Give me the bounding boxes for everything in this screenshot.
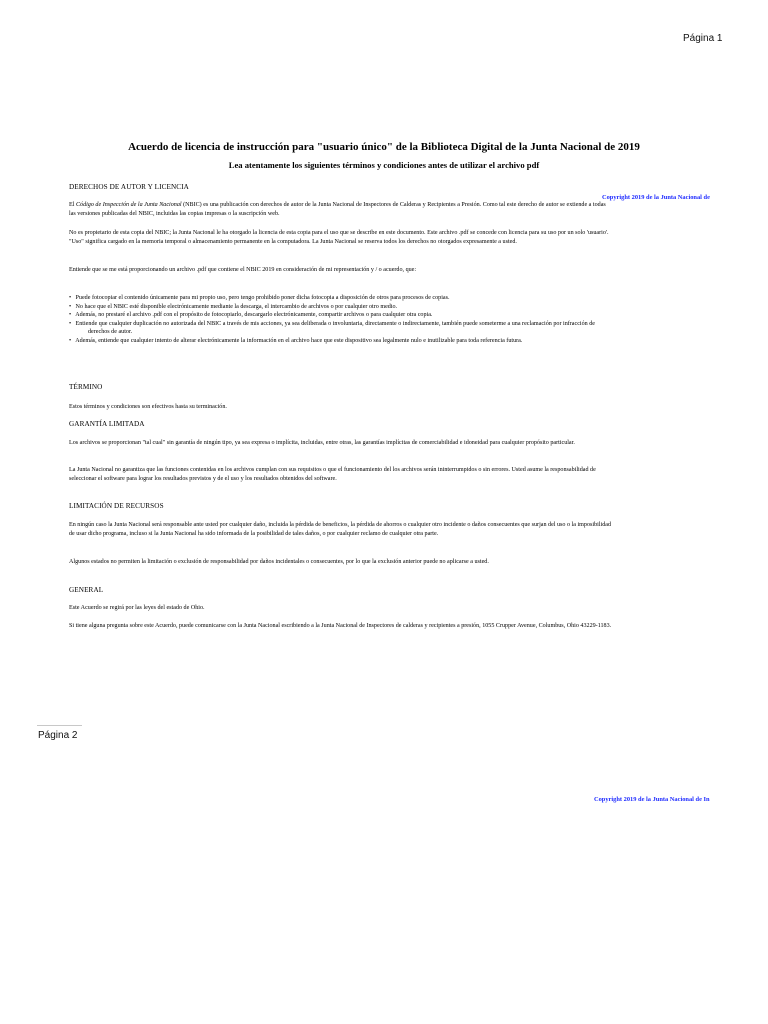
page-number-2: Página 2 [38, 730, 78, 741]
bullet-icon: • [69, 312, 72, 319]
section-heading-remedies: LIMITACIÓN DE RECURSOS [69, 502, 164, 510]
page-divider [37, 725, 82, 726]
term-paragraph: Estos términos y condiciones son efectivos hasta su terminación. [69, 404, 227, 410]
list-item: • Además, no prestaré el archivo .pdf con el propósito de fotocopiarlo, descargarlo electrónicamente, compartir archivos o para cualquier otra copia. [69, 312, 433, 319]
section-heading-copyright: DERECHOS DE AUTOR Y LICENCIA [69, 183, 189, 191]
warranty-paragraph-1: Los archivos se proporcionan "tal cual" sin garantía de ningún tipo, ya sea expresa o implícita, incluidas, entre otras, las garantías implícitas de comerciabilidad e idoneidad para cualquier propósito particular. [69, 440, 575, 446]
section-heading-term: TÉRMINO [69, 383, 103, 391]
copyright-paragraph-1: El Código de Inspección de la Junta Nacional (NBIC) es una publicación con derechos de autor de la Junta Nacional de Inspectores de Calderas y Recipientes a Presión. Como tal este derecho de autor se extiende a todas las versiones publicadas del NBIC, incluidas las copias impresas o la suscripción web. [69, 202, 606, 217]
section-heading-warranty: GARANTÍA LIMITADA [69, 420, 145, 428]
bullet-icon: • [69, 320, 72, 327]
document-title: Acuerdo de licencia de instrucción para "usuario único" de la Biblioteca Digital de la Junta Nacional de 2019 [128, 141, 640, 153]
document-subtitle: Lea atentamente los siguientes términos y condiciones antes de utilizar el archivo pdf [228, 160, 540, 170]
bullet-icon: • [69, 337, 72, 344]
bullet-icon: • [69, 295, 72, 301]
list-item: • No hace que el NBIC esté disponible electrónicamente mediante la descarga, el intercambio de archivos o por cualquier otro medio. [69, 303, 398, 310]
remedies-paragraph-1: En ningún caso la Junta Nacional será responsable ante usted por cualquier daño, incluida la pérdida de beneficios, la pérdida de ahorros o cualquier otro incidente o daños consecuentes que surjan del uso o la imposibilidad de usar dicho programa, incluso si la Junta Nacional ha sido informada de la posibilidad de tales daños, o por cualquier reclamo de cualquier otra parte. [69, 522, 612, 537]
warranty-paragraph-2: La Junta Nacional no garantiza que las funciones contenidas en los archivos cumplan con sus requisitos o que el funcionamiento del los archivos serán ininterrumpidos o sin errores. Usted asume la responsabilidad de seleccionar el software para lograr los resultados previstos y de el uso y los resultados obtenidos del software. [69, 467, 596, 482]
copyright-notice-bottom: Copyright 2019 de la Junta Nacional de In [594, 796, 710, 803]
bullet-icon: • [69, 303, 72, 310]
general-paragraph-2: Si tiene alguna pregunta sobre este Acuerdo, puede comunicarse con la Junta Nacional escribiendo a la Junta Nacional de Inspectores de calderas y recipientes a presión, 1055 Crupper Avenue, Columbus, Ohio 43229-1183. [69, 623, 612, 629]
license-conditions-list [69, 294, 614, 346]
remedies-paragraph-2: Algunos estados no permiten la limitación o exclusión de responsabilidad por daños incidentales o consecuentes, por lo que la exclusión anterior puede no aplicarse a usted. [69, 559, 489, 565]
copyright-paragraph-3: Entiende que se me está proporcionando un archivo .pdf que contiene el NBIC 2019 en consideración de mi representación y / o acuerdo, que: [69, 267, 417, 273]
list-item: • Además, entiende que cualquier intento de alterar electrónicamente la información en el archivo hace que este dispositivo sea legalmente nulo e inutilizable para toda referencia futura. [69, 337, 523, 344]
page-number-1: Página 1 [683, 33, 723, 44]
general-paragraph-1: Este Acuerdo se regirá por las leyes del estado de Ohio. [69, 605, 205, 611]
list-item: • Puede fotocopiar el contenido únicamente para mi propio uso, pero tengo prohibido poner dicha fotocopia a disposición de otros para procesos de copias. [69, 295, 450, 301]
copyright-paragraph-2: No es propietario de esta copia del NBIC; la Junta Nacional le ha otorgado la licencia de esta copia para el uso que se describe en este documento. Este archivo .pdf se concede con licencia para su uso por un solo 'usuario'. "Uso" significa cargado en la memoria temporal o almacenamiento permanente en la computadora. La Junta Nacional se reserva todos los derechos no otorgados expresamente a usted. [69, 230, 609, 245]
copyright-notice-top: Copyright 2019 de la Junta Nacional de [602, 194, 710, 201]
list-item: • Entiende que cualquier duplicación no autorizada del NBIC a través de mis acciones, ya sea deliberada o involuntaria, directamente o indirectamente, también puede someterme a una reclamación por infracción de derechos de autor. [69, 320, 595, 336]
section-heading-general: GENERAL [69, 586, 104, 594]
